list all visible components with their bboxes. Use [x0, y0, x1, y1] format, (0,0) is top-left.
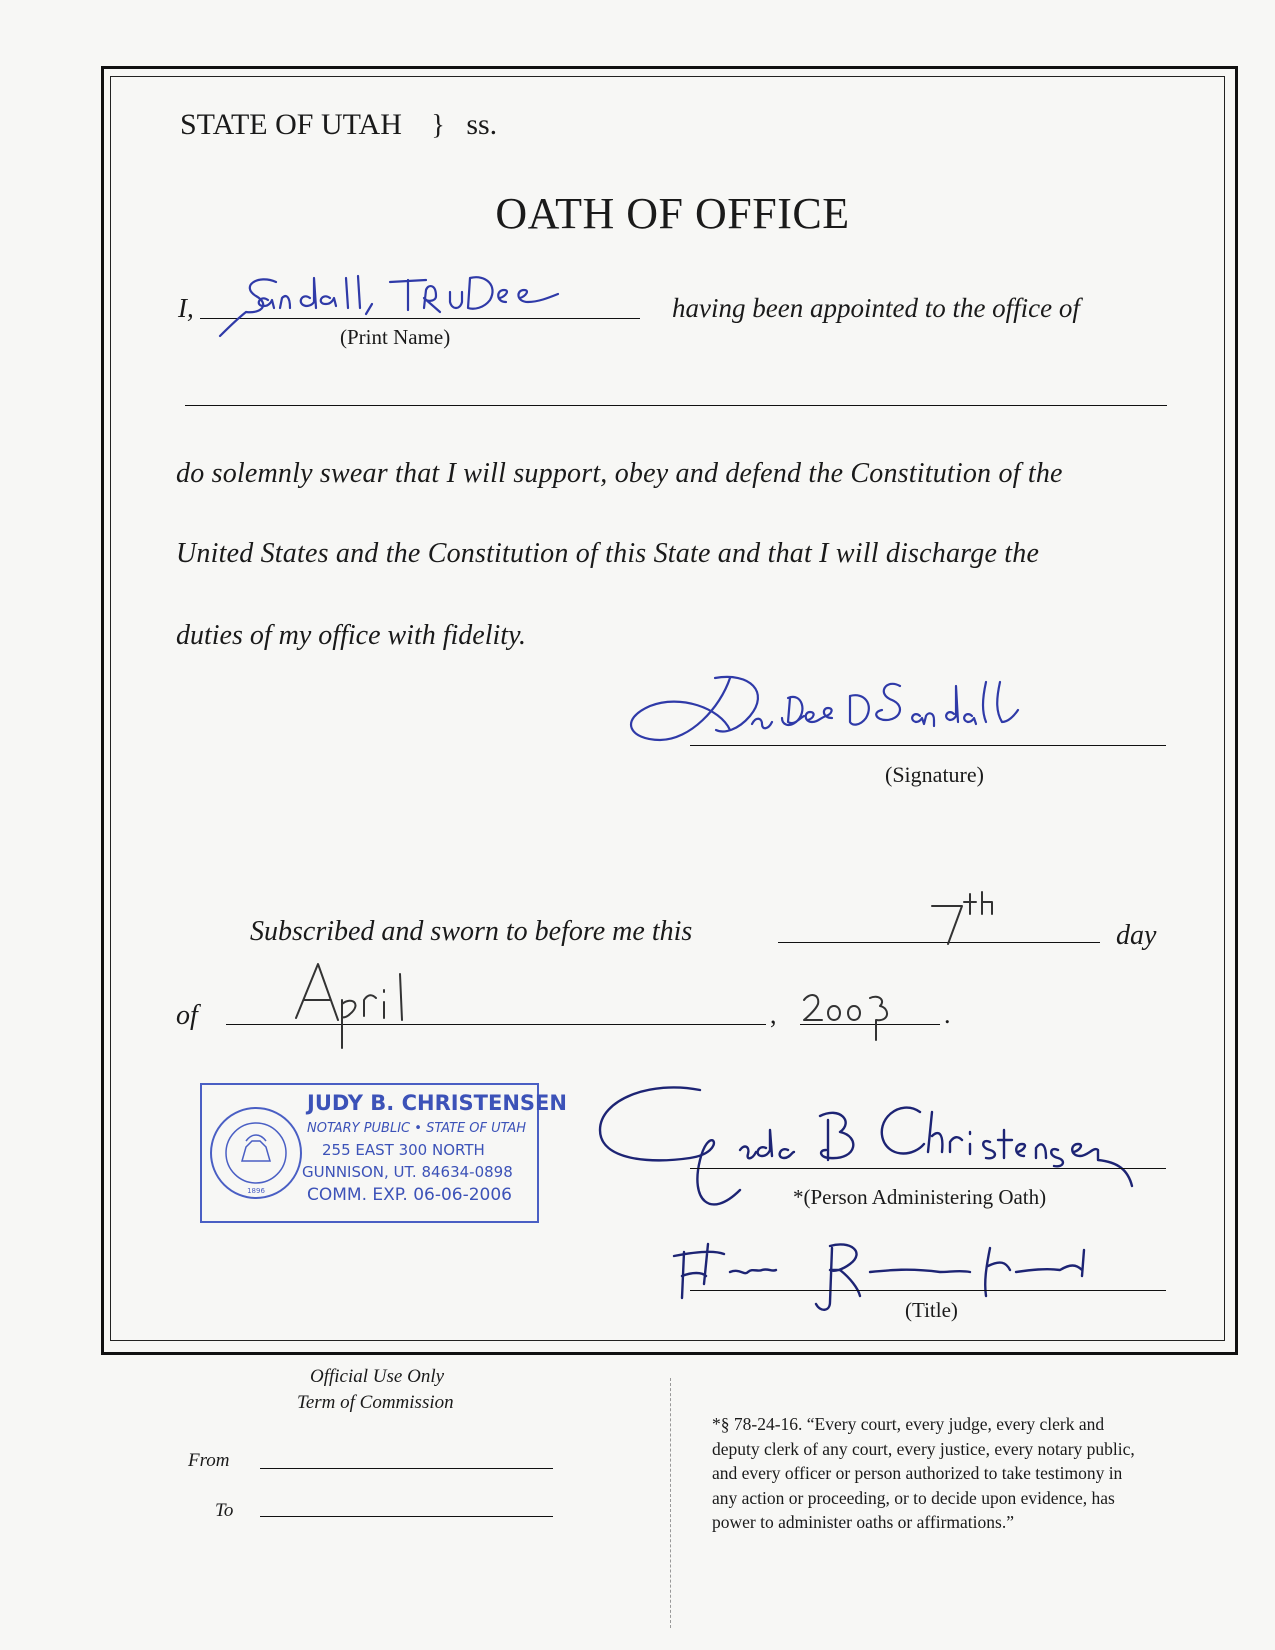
footnote-line-5: power to administer oaths or affirmations.”: [712, 1512, 1014, 1532]
page-title: OATH OF OFFICE: [495, 189, 850, 238]
footnote-line-3: and every officer or person authorized to take testimony in: [712, 1463, 1123, 1483]
administrator-line: [690, 1168, 1166, 1169]
oath-signature-handwriting: [620, 668, 1080, 778]
from-field[interactable]: [260, 1468, 553, 1469]
footnote-line-2: deputy clerk of any court, every justice, every notary public,: [712, 1438, 1135, 1459]
appointed-text: having been appointed to the office of: [672, 293, 1080, 323]
title-caption: (Title): [905, 1298, 958, 1322]
stamp-name: JUDY B. CHRISTENSEN: [307, 1091, 567, 1115]
period: .: [944, 1000, 951, 1029]
day-handwriting: [920, 888, 1020, 948]
comma: ,: [770, 1000, 777, 1029]
state-heading: [180, 108, 497, 142]
brace: }: [431, 110, 445, 141]
office-line: [185, 405, 1167, 406]
stamp-line-5: COMM. EXP. 06-06-2006: [307, 1185, 512, 1205]
oath-body-line-2: United States and the Constitution of this State and that I will discharge the: [176, 538, 1040, 569]
from-label: From: [188, 1450, 230, 1471]
day-label: day: [1116, 920, 1157, 951]
notary-stamp: [200, 1083, 567, 1223]
oath-body-line-1: do solemnly swear that I will support, obey and defend the Constitution of the: [176, 458, 1063, 489]
seal-year: 1896: [247, 1187, 265, 1195]
state-seal-icon: [208, 1105, 304, 1201]
stamp-line-4: GUNNISON, UT. 84634-0898: [302, 1163, 513, 1181]
sworn-text: Subscribed and sworn to before me this: [250, 916, 693, 947]
administrator-caption: *(Person Administering Oath): [793, 1185, 1047, 1209]
signature-caption: (Signature): [885, 762, 984, 787]
footer-divider: [670, 1378, 671, 1628]
term-of-commission-heading: Term of Commission: [297, 1392, 454, 1413]
to-field[interactable]: [260, 1516, 553, 1517]
of-label: of: [176, 1000, 198, 1031]
footnote-line-4: any action or proceeding, or to decide upon evidence, has: [712, 1487, 1115, 1508]
oath-body-line-3: duties of my office with fidelity.: [176, 620, 526, 651]
ss-label: ss.: [466, 108, 498, 141]
footnote: [712, 1412, 1135, 1535]
stamp-line-3: 255 EAST 300 NORTH: [322, 1141, 485, 1159]
state-line: STATE OF UTAH: [180, 108, 402, 141]
year-handwriting: [800, 988, 940, 1048]
official-use-heading: Official Use Only: [310, 1366, 445, 1387]
to-label: To: [215, 1500, 234, 1521]
i-label: I,: [178, 293, 194, 323]
stamp-line-2: NOTARY PUBLIC • STATE OF UTAH: [307, 1121, 527, 1136]
print-name-caption: (Print Name): [340, 325, 451, 349]
title-line: [690, 1290, 1166, 1291]
month-handwriting: [290, 960, 430, 1050]
signature-line: [690, 745, 1166, 746]
footnote-line-1: *§ 78-24-16. “Every court, every judge, every clerk and: [712, 1414, 1105, 1434]
